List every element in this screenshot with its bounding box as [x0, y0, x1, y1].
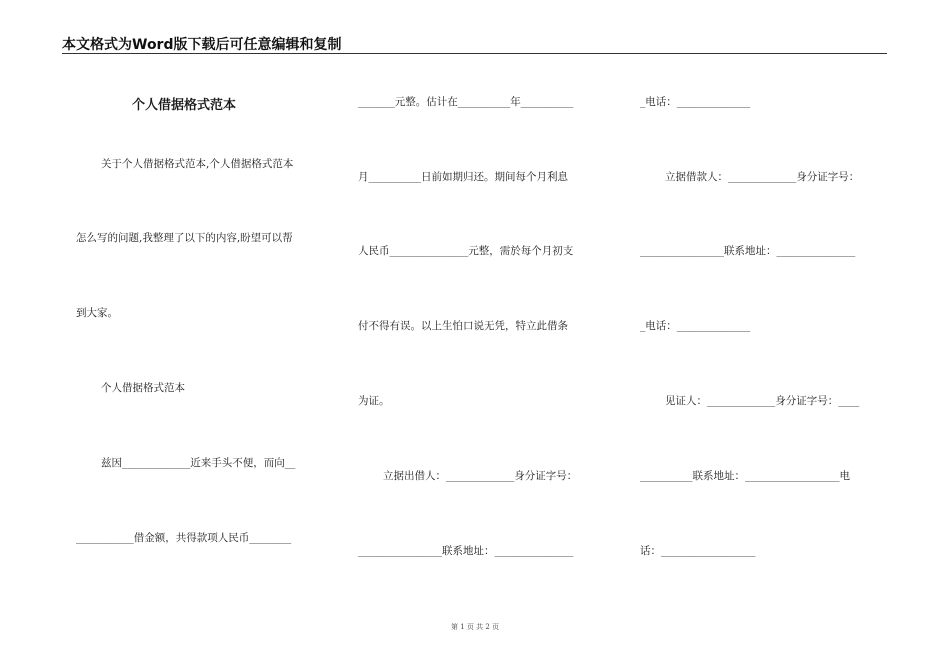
text-line: 到大家。: [76, 307, 118, 319]
text-line: 话：__________________: [640, 545, 756, 557]
page-header: 本文格式为Word版下载后可任意编辑和复制: [62, 37, 342, 53]
text-line: ________________联系地址：_______________: [640, 245, 856, 257]
text-line: 月__________日前如期归还。期间每个月利息: [358, 171, 568, 183]
header-divider: [62, 53, 887, 54]
text-line: _电话：______________: [640, 320, 751, 332]
text-line: 立据借款人：_____________身分证字号：: [665, 171, 860, 183]
text-line: 为证。: [358, 395, 390, 407]
text-line: 人民币_______________元整，需於每个月初支: [358, 245, 574, 257]
document-title: 个人借据格式范本: [132, 98, 237, 113]
text-line: __________联系地址：__________________电: [640, 470, 850, 482]
text-line: 付不得有误。以上生怕口说无凭，特立此借条: [358, 320, 568, 332]
page-footer: 第 1 页 共 2 页: [450, 623, 500, 631]
text-line: ___________借金额，共得款项人民币________: [76, 532, 292, 544]
text-line: 见证人：_____________身分证字号：____: [665, 395, 860, 407]
text-line: 兹因_____________近来手头不便，而向__: [101, 457, 296, 469]
text-line: 关于个人借据格式范本,个人借据格式范本: [101, 158, 294, 170]
text-line: _______元整。估计在__________年__________: [358, 96, 574, 108]
text-line: 个人借据格式范本: [101, 382, 185, 394]
text-line: ________________联系地址：_______________: [358, 545, 574, 557]
text-line: 立据出借人：_____________身分证字号：: [383, 470, 578, 482]
text-line: _电话：______________: [640, 96, 751, 108]
text-line: 怎么写的问题,我整理了以下的内容,盼望可以帮: [76, 232, 293, 244]
